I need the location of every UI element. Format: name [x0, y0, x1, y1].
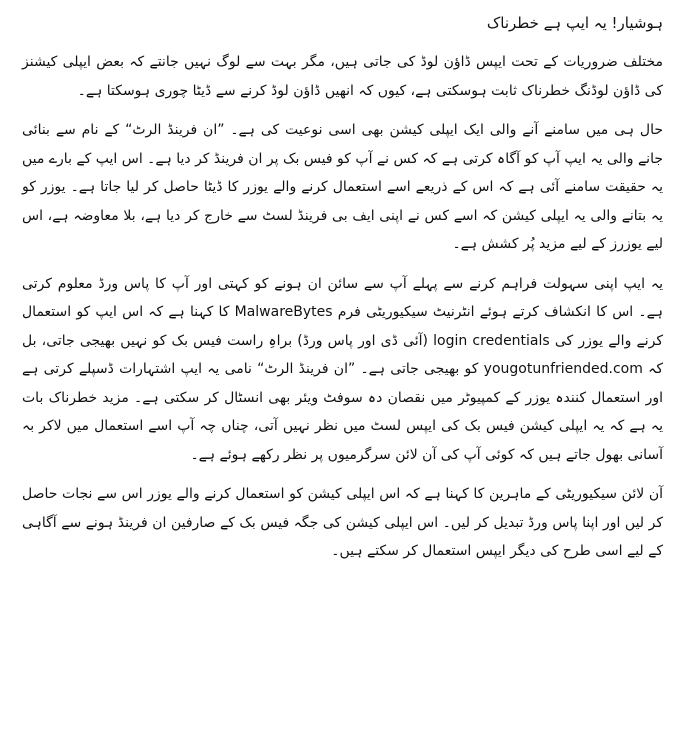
- article-paragraph-3: یہ ایپ اپنی سہولت فراہم کرنے سے پہلے آپ سے سائن ان ہونے کو کہتی اور آپ کا پاس ورڈ معلوم کرتی ہے۔ اس کا انکشاف کرتے ہوئے انٹرنیٹ سیکیوریٹی فرم MalwareBytes کا کہنا ہے کہ اس ایپ کو استعمال کرنے والے یوزر کی login credentials (آئی ڈی اور پاس ورڈ) براہِ راست فیس بک کو نہیں بھیجی جاتی، بل کہ yougotunfriended.com کو بھیجی جاتی ہے۔ ”ان فرینڈ الرٹ“ نامی یہ ایپ اشتہارات ڈسپلے کرتی ہے اور استعمال کنندہ یوزر کے کمپیوٹر میں نقصان دہ سوفٹ ویئر بھی انسٹال کر سکتی ہے۔ مزید خطرناک بات یہ ہے کہ یہ ایپلی کیشن فیس بک کی ایپس لسٹ میں نظر نہیں آتی، چناں چہ آپ اسے استعمال میں لاکر بہ آسانی بھول جاتے ہیں کہ کوئی آپ کی آن لائن سرگرمیوں پر نظر رکھے ہوئے ہے۔: [22, 275, 663, 463]
- article-paragraph-4: آن لائن سیکیوریٹی کے ماہرین کا کہنا ہے کہ اس ایپلی کیشن کو استعمال کرنے والے یوزر اس سے نجات حاصل کر لیں اور اپنا پاس ورڈ تبدیل کر لیں۔ اس ایپلی کیشن کی جگہ فیس بک کے صارفین ان فرینڈ ہونے سے آگاہی کے لیے اسی طرح کی دیگر ایپس استعمال کر سکتے ہیں۔: [22, 486, 663, 559]
- article-paragraph-1: مختلف ضروریات کے تحت ایپس ڈاؤن لوڈ کی جاتی ہیں، مگر بہت سے لوگ نہیں جانتے کہ بعض ایپلی کیشنز کی ڈاؤن لوڈنگ خطرناک ثابت ہوسکتی ہے، کیوں کہ انھیں ڈاؤن لوڈ کرنے سے ڈیٹا چوری ہوسکتا ہے۔: [22, 54, 663, 99]
- article-paragraph-2: حال ہی میں سامنے آنے والی ایک ایپلی کیشن بھی اسی نوعیت کی ہے۔ ”ان فرینڈ الرٹ“ کے نام سے بنائی جانے والی یہ ایپ آپ کو آگاہ کرتی ہے کہ کس نے آپ کو فیس بک پر ان فرینڈ کر دیا ہے۔ اس ایپ کے بارے میں یہ حقیقت سامنے آئی ہے کہ اس کے ذریعے اسے استعمال کرنے والے یوزر کا ڈیٹا حاصل کر لیا جاتا ہے۔ یوزر کو یہ بتانے والی یہ ایپلی کیشن کہ اسے کس نے اپنی ایف بی فرینڈ لسٹ سے خارج کر دیا ہے، بلا معاوضہ ہے، اس لیے یوزرز کے لیے مزید پُر کشش ہے۔: [22, 122, 663, 252]
- article-title: ہوشیار! یہ ایپ ہے خطرناک: [486, 14, 663, 32]
